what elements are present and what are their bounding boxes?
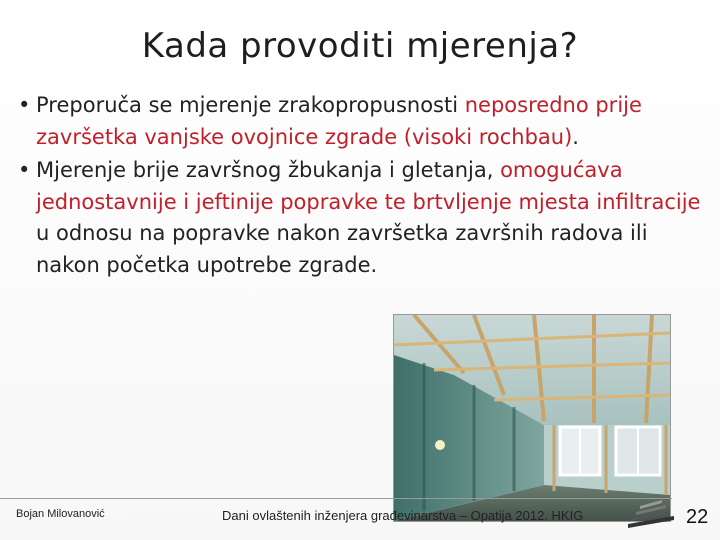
bullet-text-plain: . — [572, 124, 579, 149]
bullet-text-plain: Preporuča se mjerenje zrakopropusnosti — [36, 93, 465, 117]
attic-insulation-photo — [393, 314, 671, 522]
page-number: 22 — [686, 506, 709, 528]
bullet-item-1 — [16, 90, 706, 153]
bullet-text-highlight: omogućava jednostavnije i jeftinije popravke te brtvljenje mjesta infiltracije — [36, 158, 701, 214]
bullet-marker: • — [18, 93, 31, 117]
footer-divider — [0, 498, 672, 499]
hkig-logo-icon — [626, 496, 676, 530]
slide-title: Kada provoditi mjerenja? — [141, 26, 579, 66]
bullet-text-highlight: neposredno prije završetka vanjske ovojnice zgrade (visoki rochbau) — [36, 93, 642, 149]
footer-event: Dani ovlaštenih inženjera građevinarstva – Opatija 2012. HKIG — [222, 508, 584, 523]
footer-author: Bojan Milovanović — [16, 508, 105, 520]
bullet-text-plain: u odnosu na popravke nakon završetka završnih radova ili nakon početka upotrebe zgrade. — [36, 221, 648, 277]
bullet-text-plain: Mjerenje brije završnog žbukanja i gletanja, — [36, 158, 501, 182]
bullet-list — [16, 90, 706, 283]
bullet-marker: • — [18, 158, 31, 182]
bullet-item-2 — [16, 155, 706, 281]
